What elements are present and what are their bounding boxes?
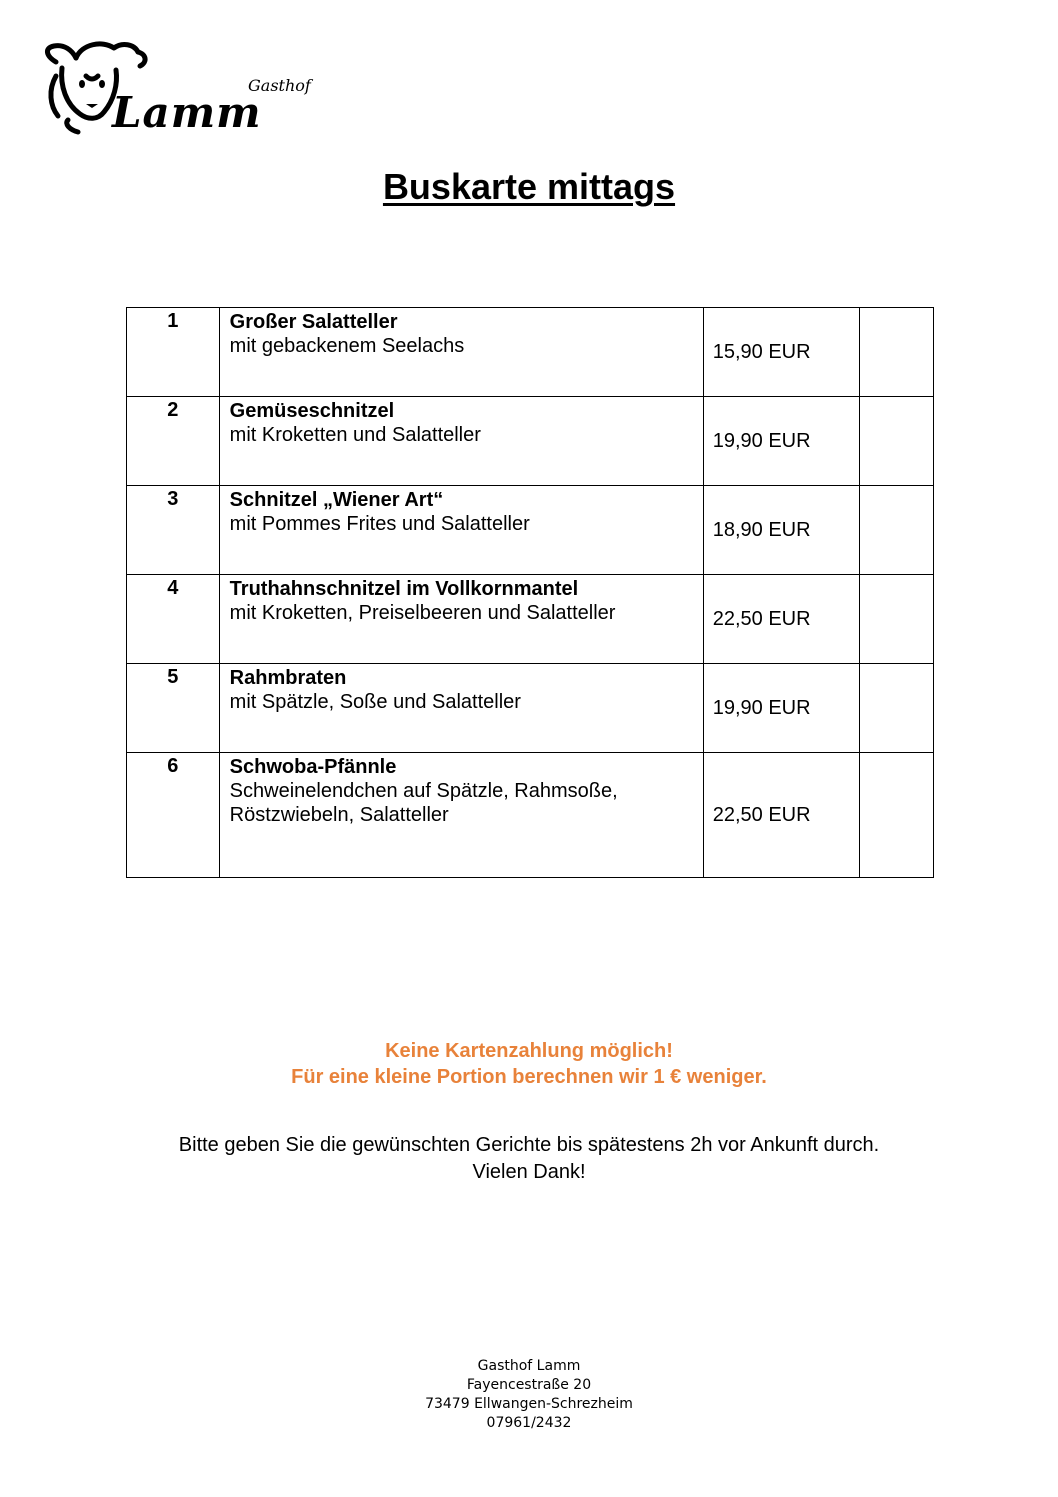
footer-address [0, 1357, 1058, 1433]
dish-price: 15,90 EUR [703, 308, 859, 397]
order-count-cell [860, 753, 934, 878]
dish-description: Schweinelendchen auf Spätzle, Rahmsoße, Röstzwiebeln, Salatteller [229, 780, 618, 826]
dish-name: Truthahnschnitzel im Vollkornmantel [229, 578, 579, 600]
small-portion-notice: Für eine kleine Portion berechnen wir 1 € weniger. [291, 1066, 767, 1088]
dish-price: 19,90 EUR [703, 664, 859, 753]
order-count-cell [860, 575, 934, 664]
menu-table [126, 307, 934, 878]
dish-price: 22,50 EUR [703, 575, 859, 664]
dish-cell [219, 397, 703, 486]
order-deadline-text: Bitte geben Sie die gewünschten Gerichte bis spätestens 2h vor Ankunft durch. [178, 1134, 880, 1156]
table-row [127, 308, 934, 397]
dish-price: 18,90 EUR [703, 486, 859, 575]
table-row [127, 575, 934, 664]
order-count-cell [860, 664, 934, 753]
footer-city: 73479 Ellwangen-Schrezheim [425, 1396, 633, 1412]
no-card-payment-notice: Keine Kartenzahlung möglich! [385, 1040, 673, 1062]
thank-you-text: Vielen Dank! [472, 1161, 586, 1183]
order-count-cell [860, 486, 934, 575]
dish-cell [219, 308, 703, 397]
dish-number: 6 [127, 753, 220, 878]
dish-cell [219, 664, 703, 753]
dish-description: mit Pommes Frites und Salatteller [229, 513, 530, 535]
dish-description: mit Spätzle, Soße und Salatteller [229, 691, 521, 713]
order-count-cell [860, 308, 934, 397]
dish-number: 4 [127, 575, 220, 664]
dish-price: 22,50 EUR [703, 753, 859, 878]
table-row [127, 486, 934, 575]
order-count-cell [860, 397, 934, 486]
dish-cell [219, 753, 703, 878]
footer-street: Fayencestraße 20 [466, 1377, 592, 1393]
dish-number: 5 [127, 664, 220, 753]
logo [42, 36, 311, 146]
dish-number: 3 [127, 486, 220, 575]
dish-cell [219, 575, 703, 664]
dish-name: Schwoba-Pfännle [229, 756, 397, 778]
logo-gasthof-text: Gasthof [248, 76, 311, 95]
dish-number: 1 [127, 308, 220, 397]
dish-name: Gemüseschnitzel [229, 400, 395, 422]
dish-name: Schnitzel „Wiener Art“ [229, 489, 444, 511]
footer-name: Gasthof Lamm [477, 1358, 581, 1374]
logo-lamm-text: Lamm [112, 88, 262, 137]
dish-description: mit Kroketten und Salatteller [229, 424, 481, 446]
dish-number: 2 [127, 397, 220, 486]
footer-phone: 07961/2432 [486, 1415, 572, 1431]
page-title: Buskarte mittags [382, 166, 676, 207]
table-row [127, 664, 934, 753]
dish-name: Großer Salatteller [229, 311, 398, 333]
table-row [127, 753, 934, 878]
table-row [127, 397, 934, 486]
dish-name: Rahmbraten [229, 667, 347, 689]
dish-description: mit gebackenem Seelachs [229, 335, 465, 357]
dish-description: mit Kroketten, Preiselbeeren und Salatteller [229, 602, 616, 624]
dish-cell [219, 486, 703, 575]
dish-price: 19,90 EUR [703, 397, 859, 486]
